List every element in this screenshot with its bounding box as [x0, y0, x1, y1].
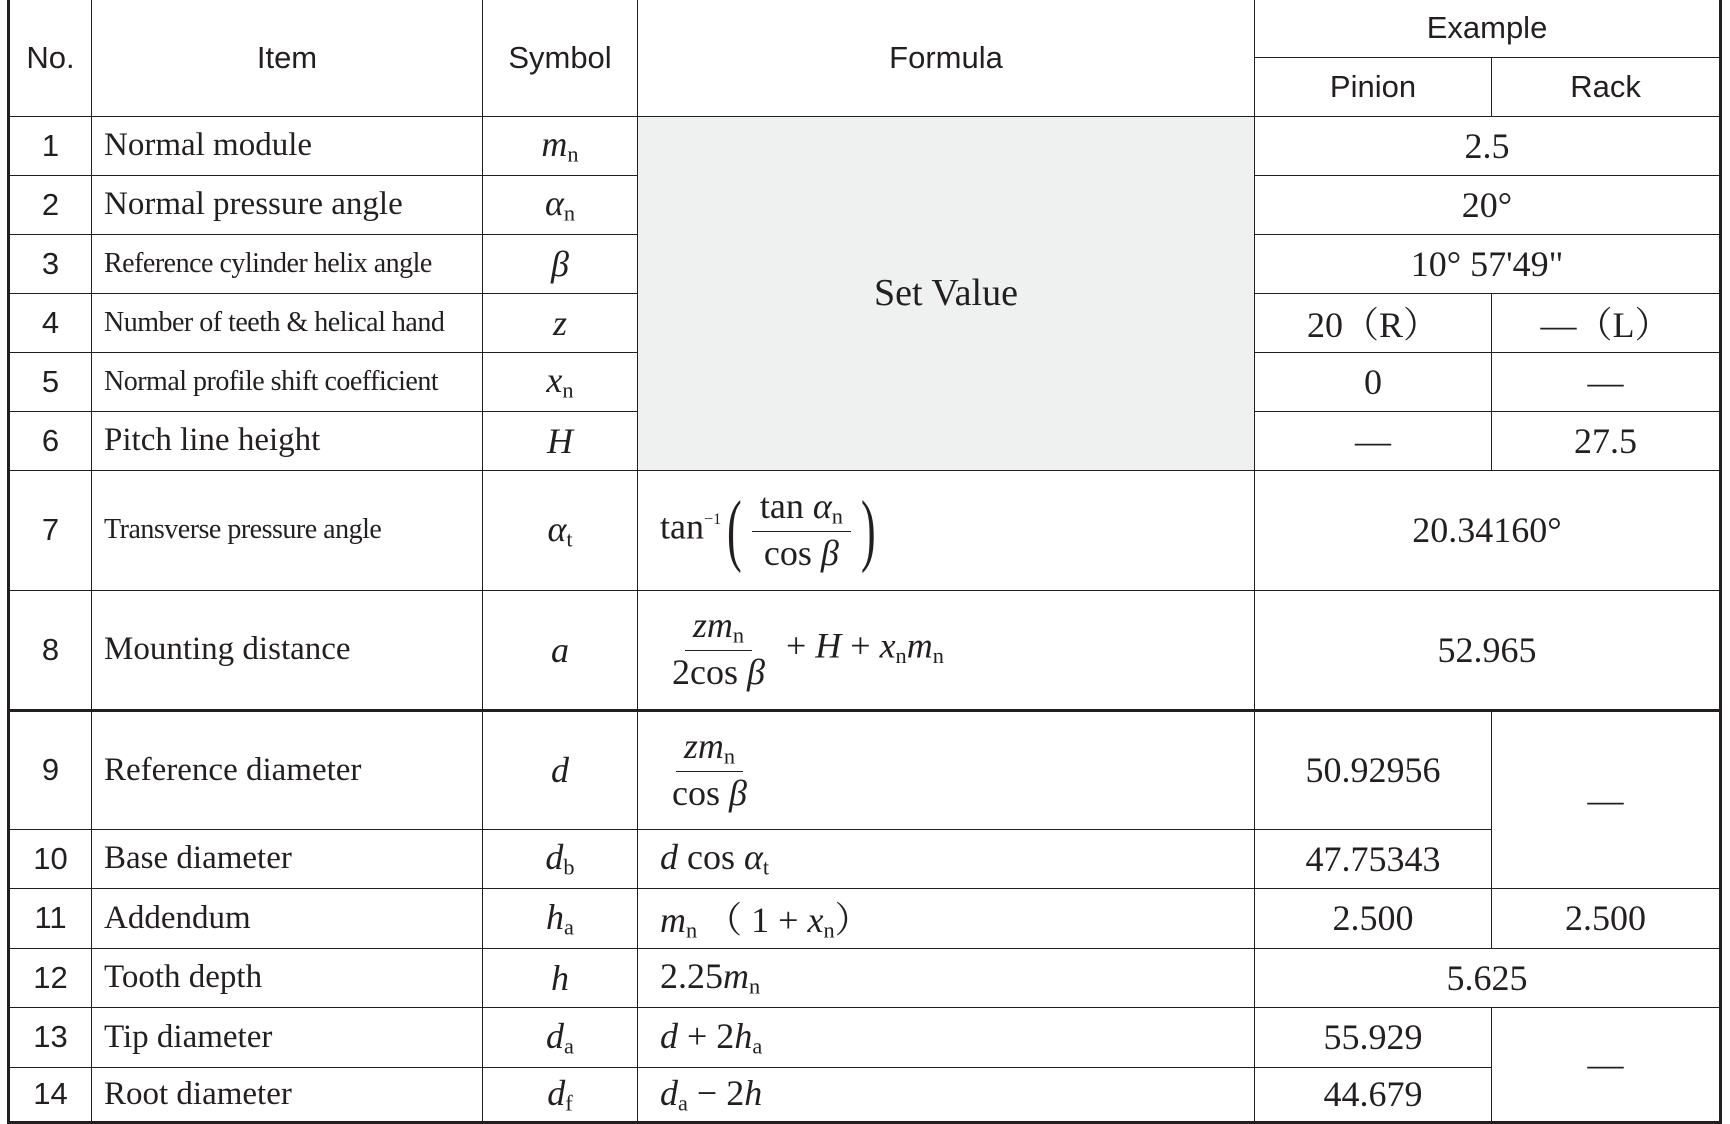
row-no: 8	[9, 590, 92, 710]
example-value: 52.965	[1255, 590, 1721, 710]
row-no: 1	[9, 116, 92, 175]
row-formula: $d + 2h_a$	[638, 1007, 1255, 1067]
pinion-value: —	[1255, 411, 1492, 470]
row-symbol: h	[483, 948, 638, 1007]
row-item: Normal pressure angle	[92, 175, 483, 234]
header-symbol: Symbol	[483, 0, 638, 116]
row-formula: $\frac{zm_n}{\text{cos β}}$	[638, 710, 1255, 829]
row-item: Tip diameter	[92, 1007, 483, 1067]
row-no: 12	[9, 948, 92, 1007]
row-formula: $m_n$ （ $1 + x_n$）	[638, 888, 1255, 948]
header-rack: Rack	[1492, 57, 1721, 116]
table-row	[9, 710, 1721, 829]
header-formula: Formula	[638, 0, 1255, 116]
row-symbol: $\alpha_t$	[483, 470, 638, 590]
row-item: Pitch line height	[92, 411, 483, 470]
table-row	[9, 116, 1721, 175]
row-no: 14	[9, 1067, 92, 1122]
table-row	[9, 1067, 1721, 1122]
row-item: Normal profile shift coefficient	[92, 352, 483, 411]
row-item: Tooth depth	[92, 948, 483, 1007]
header-no: No.	[9, 0, 92, 116]
pinion-value: 0	[1255, 352, 1492, 411]
row-no: 9	[9, 710, 92, 829]
row-symbol: $d_a$	[483, 1007, 638, 1067]
table-row	[9, 829, 1721, 888]
row-no: 10	[9, 829, 92, 888]
example-value: 2.5	[1255, 116, 1721, 175]
row-symbol: $d_f$	[483, 1067, 638, 1122]
row-symbol: a	[483, 590, 638, 710]
rack-value: —	[1492, 710, 1721, 888]
row-no: 5	[9, 352, 92, 411]
table-row	[9, 470, 1721, 590]
row-formula: $\frac{zm_n}{\text{2cos β}}$ + $H + x_nm_n$	[638, 590, 1255, 710]
rack-value: 27.5	[1492, 411, 1721, 470]
rack-value: —	[1492, 352, 1721, 411]
row-no: 7	[9, 470, 92, 590]
row-item: Reference cylinder helix angle	[92, 234, 483, 293]
row-no: 11	[9, 888, 92, 948]
header-pinion: Pinion	[1255, 57, 1492, 116]
pinion-value: 44.679	[1255, 1067, 1492, 1122]
row-symbol: $m_n$	[483, 116, 638, 175]
gear-calculation-table	[7, 0, 1722, 1124]
example-value: 5.625	[1255, 948, 1721, 1007]
pinion-value: 47.75343	[1255, 829, 1492, 888]
row-symbol: $h_a$	[483, 888, 638, 948]
row-item: Base diameter	[92, 829, 483, 888]
row-item: Reference diameter	[92, 710, 483, 829]
table-row	[9, 1007, 1721, 1067]
row-formula: d $\cos \alpha_t$	[638, 829, 1255, 888]
table-row	[9, 888, 1721, 948]
pinion-value: 2.500	[1255, 888, 1492, 948]
row-item: Transverse pressure angle	[92, 470, 483, 590]
rack-value: —	[1492, 1007, 1721, 1122]
row-item: Mounting distance	[92, 590, 483, 710]
row-no: 4	[9, 293, 92, 352]
row-no: 2	[9, 175, 92, 234]
table-row	[9, 590, 1721, 710]
header-example: Example	[1255, 0, 1721, 57]
row-symbol: β	[483, 234, 638, 293]
row-symbol: H	[483, 411, 638, 470]
row-symbol: $\alpha_n$	[483, 175, 638, 234]
example-value: 20.34160°	[1255, 470, 1721, 590]
row-item: Normal module	[92, 116, 483, 175]
example-value: 20°	[1255, 175, 1721, 234]
row-formula: $d_a - 2h$	[638, 1067, 1255, 1122]
set-value-cell: Set Value	[638, 116, 1255, 470]
row-symbol: d	[483, 710, 638, 829]
row-formula: $2.25m_n$	[638, 948, 1255, 1007]
row-no: 6	[9, 411, 92, 470]
row-symbol: $d_b$	[483, 829, 638, 888]
row-symbol: z	[483, 293, 638, 352]
row-item: Addendum	[92, 888, 483, 948]
row-symbol: $x_n$	[483, 352, 638, 411]
example-value: 10° 57'49"	[1255, 234, 1721, 293]
rack-value: 2.500	[1492, 888, 1721, 948]
row-formula: $\tan^{-1}$( $\frac{\tan \alpha_n}{\text{cos β}}$ )	[638, 470, 1255, 590]
pinion-value: 50.92956	[1255, 710, 1492, 829]
rack-value: —（L）	[1492, 293, 1721, 352]
table-row	[9, 948, 1721, 1007]
row-item: Number of teeth & helical hand	[92, 293, 483, 352]
pinion-value: 20（R）	[1255, 293, 1492, 352]
header-item: Item	[92, 0, 483, 116]
row-no: 13	[9, 1007, 92, 1067]
pinion-value: 55.929	[1255, 1007, 1492, 1067]
row-no: 3	[9, 234, 92, 293]
row-item: Root diameter	[92, 1067, 483, 1122]
